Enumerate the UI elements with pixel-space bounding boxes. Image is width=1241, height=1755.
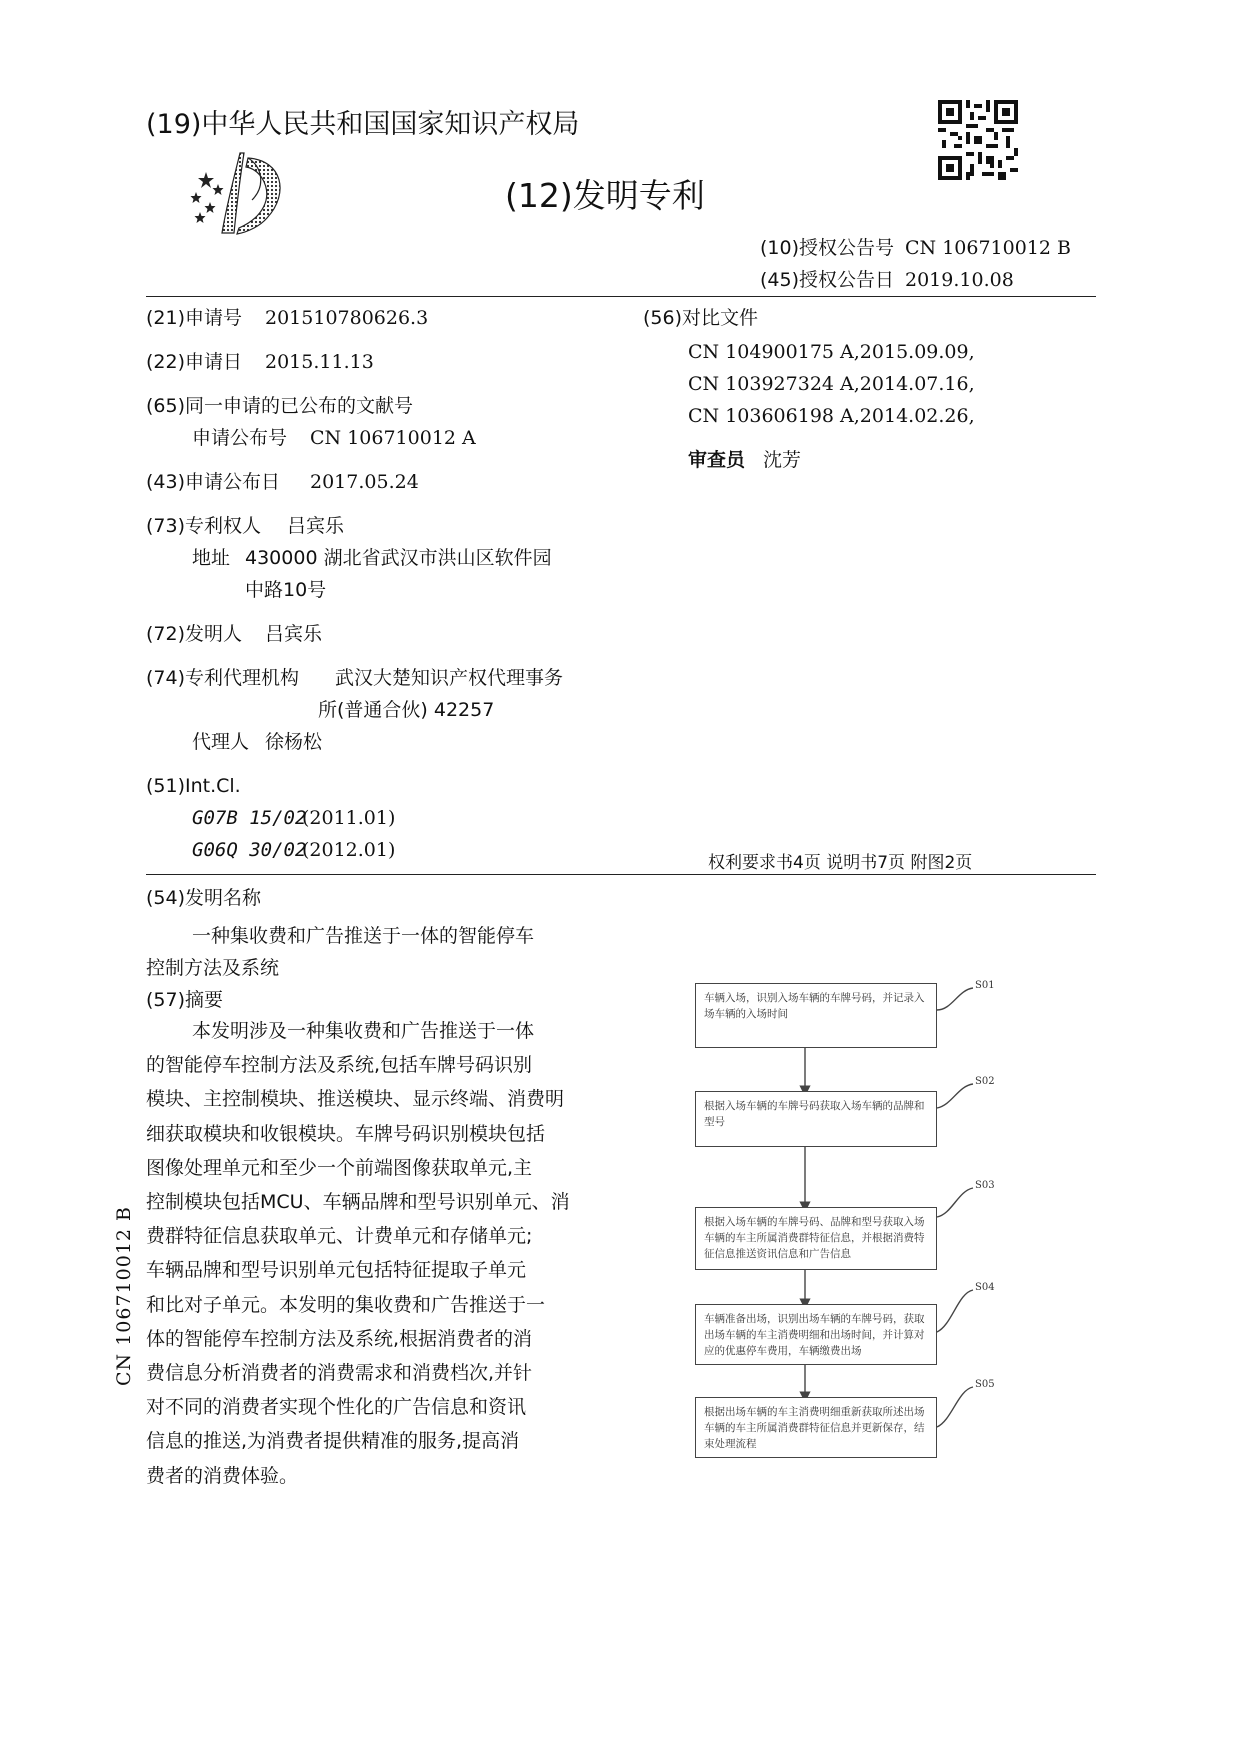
inventor: 吕宾乐 — [265, 623, 323, 645]
prior-pub-label: (65)同一申请的已公布的文献号 — [146, 395, 414, 417]
abstract-body — [146, 1014, 596, 1493]
examiner: 沈芳 — [763, 449, 802, 471]
abstract-line: 车辆品牌和型号识别单元包括特征提取子单元 — [146, 1259, 527, 1282]
ipc-label: (51)Int.Cl. — [146, 775, 241, 797]
cited-doc-2: CN 103927324 A,2014.07.16, — [688, 373, 975, 395]
ipc-version-1: (2011.01) — [302, 807, 396, 829]
prior-pub-no-label: 申请公布号 — [192, 427, 288, 449]
flow-step-s05: 根据出场车辆的车主消费明细重新获取所述出场车辆的车主所属消费群特征信息并更新保存，结束处理流程 — [695, 1397, 937, 1458]
app-date: 2015.11.13 — [265, 351, 374, 373]
grant-pub-date: 2019.10.08 — [905, 269, 1014, 291]
qr-code — [938, 100, 1018, 180]
prior-pub-date: 2017.05.24 — [310, 471, 419, 493]
abstract-line: 对不同的消费者实现个性化的广告信息和资讯 — [146, 1396, 527, 1419]
flow-step-s04: 车辆准备出场，识别出场车辆的车牌号码，获取出场车辆的车主消费明细和出场时间，并计算对应的优惠停车费用，车辆缴费出场 — [695, 1304, 937, 1365]
flow-step-label: S01 — [975, 980, 995, 991]
abstract-line: 本发明涉及一种集收费和广告推送于一体 — [192, 1020, 535, 1042]
address-line1: 430000 湖北省武汉市洪山区软件园 — [245, 547, 552, 569]
abstract-line: 的智能停车控制方法及系统,包括车牌号码识别 — [146, 1054, 533, 1077]
side-publication-number: CN 106710012 B — [113, 1206, 135, 1386]
patent-type: (12)发明专利 — [505, 176, 705, 215]
flow-step-label: S05 — [975, 1379, 995, 1390]
ipc-version-2: (2012.01) — [302, 839, 396, 861]
cnipa-emblem — [182, 148, 292, 238]
examiner-label: 审查员 — [688, 449, 746, 471]
flow-step-s01: 车辆入场，识别入场车辆的车牌号码，并记录入场车辆的入场时间 — [695, 983, 937, 1048]
abstract-label: (57)摘要 — [146, 989, 224, 1011]
abstract-line: 细获取模块和收银模块。车牌号码识别模块包括 — [146, 1122, 546, 1145]
flow-step-label: S02 — [975, 1076, 995, 1087]
title-line1: 一种集收费和广告推送于一体的智能停车 — [192, 925, 535, 947]
page-counts: 权利要求书4页 说明书7页 附图2页 — [708, 853, 973, 873]
cited-label: (56)对比文件 — [643, 307, 759, 329]
abstract-line: 模块、主控制模块、推送模块、显示终端、消费明 — [146, 1088, 565, 1111]
cited-doc-1: CN 104900175 A,2015.09.09, — [688, 341, 975, 363]
body-divider — [146, 874, 1096, 875]
agency-line2: 所(普通合伙) 42257 — [318, 699, 495, 721]
header-divider — [146, 296, 1096, 297]
agency-line1: 武汉大楚知识产权代理事务 — [335, 667, 564, 689]
abstract-line: 体的智能停车控制方法及系统,根据消费者的消 — [146, 1327, 533, 1350]
grant-pub-date-label: (45)授权公告日 — [760, 269, 895, 291]
inventor-label: (72)发明人 — [146, 623, 243, 645]
abstract-line: 信息的推送,为消费者提供精准的服务,提高消 — [146, 1430, 520, 1453]
app-no: 201510780626.3 — [265, 307, 429, 329]
abstract-line: 控制模块包括MCU、车辆品牌和型号识别单元、消 — [146, 1191, 570, 1214]
title-line2: 控制方法及系统 — [146, 957, 280, 979]
flow-step-label: S03 — [975, 1180, 995, 1191]
agency-label: (74)专利代理机构 — [146, 667, 300, 689]
patentee-label: (73)专利权人 — [146, 515, 262, 537]
agent: 徐杨松 — [265, 731, 323, 753]
flow-step-s03: 根据入场车辆的车牌号码、品牌和型号获取入场车辆的车主所属消费群特征信息，并根据消费特征信息推送资讯信息和广告信息 — [695, 1207, 937, 1270]
address-line2: 中路10号 — [245, 579, 327, 601]
ipc-code-1: G07B 15/02 — [192, 807, 307, 829]
prior-pub-no: CN 106710012 A — [310, 427, 476, 449]
abstract-line: 费群特征信息获取单元、计费单元和存储单元; — [146, 1225, 533, 1248]
app-date-label: (22)申请日 — [146, 351, 243, 373]
abstract-line: 和比对子单元。本发明的集收费和广告推送于一 — [146, 1293, 546, 1316]
flow-step-label: S04 — [975, 1282, 995, 1293]
prior-pub-date-label: (43)申请公布日 — [146, 471, 281, 493]
agent-label: 代理人 — [192, 731, 250, 753]
grant-pub-no-label: (10)授权公告号 — [760, 237, 895, 259]
office-name: (19)中华人民共和国国家知识产权局 — [146, 109, 580, 140]
abstract-line: 费者的消费体验。 — [146, 1464, 299, 1487]
ipc-code-2: G06Q 30/02 — [192, 839, 307, 861]
title-label: (54)发明名称 — [146, 887, 262, 909]
app-no-label: (21)申请号 — [146, 307, 243, 329]
grant-pub-no: CN 106710012 B — [905, 237, 1071, 259]
flow-step-s02: 根据入场车辆的车牌号码获取入场车辆的品牌和型号 — [695, 1091, 937, 1147]
abstract-line: 费信息分析消费者的消费需求和消费档次,并针 — [146, 1362, 533, 1385]
address-label: 地址 — [192, 547, 231, 569]
patentee: 吕宾乐 — [287, 515, 345, 537]
cited-doc-3: CN 103606198 A,2014.02.26, — [688, 405, 975, 427]
abstract-line: 图像处理单元和至少一个前端图像获取单元,主 — [146, 1156, 533, 1179]
